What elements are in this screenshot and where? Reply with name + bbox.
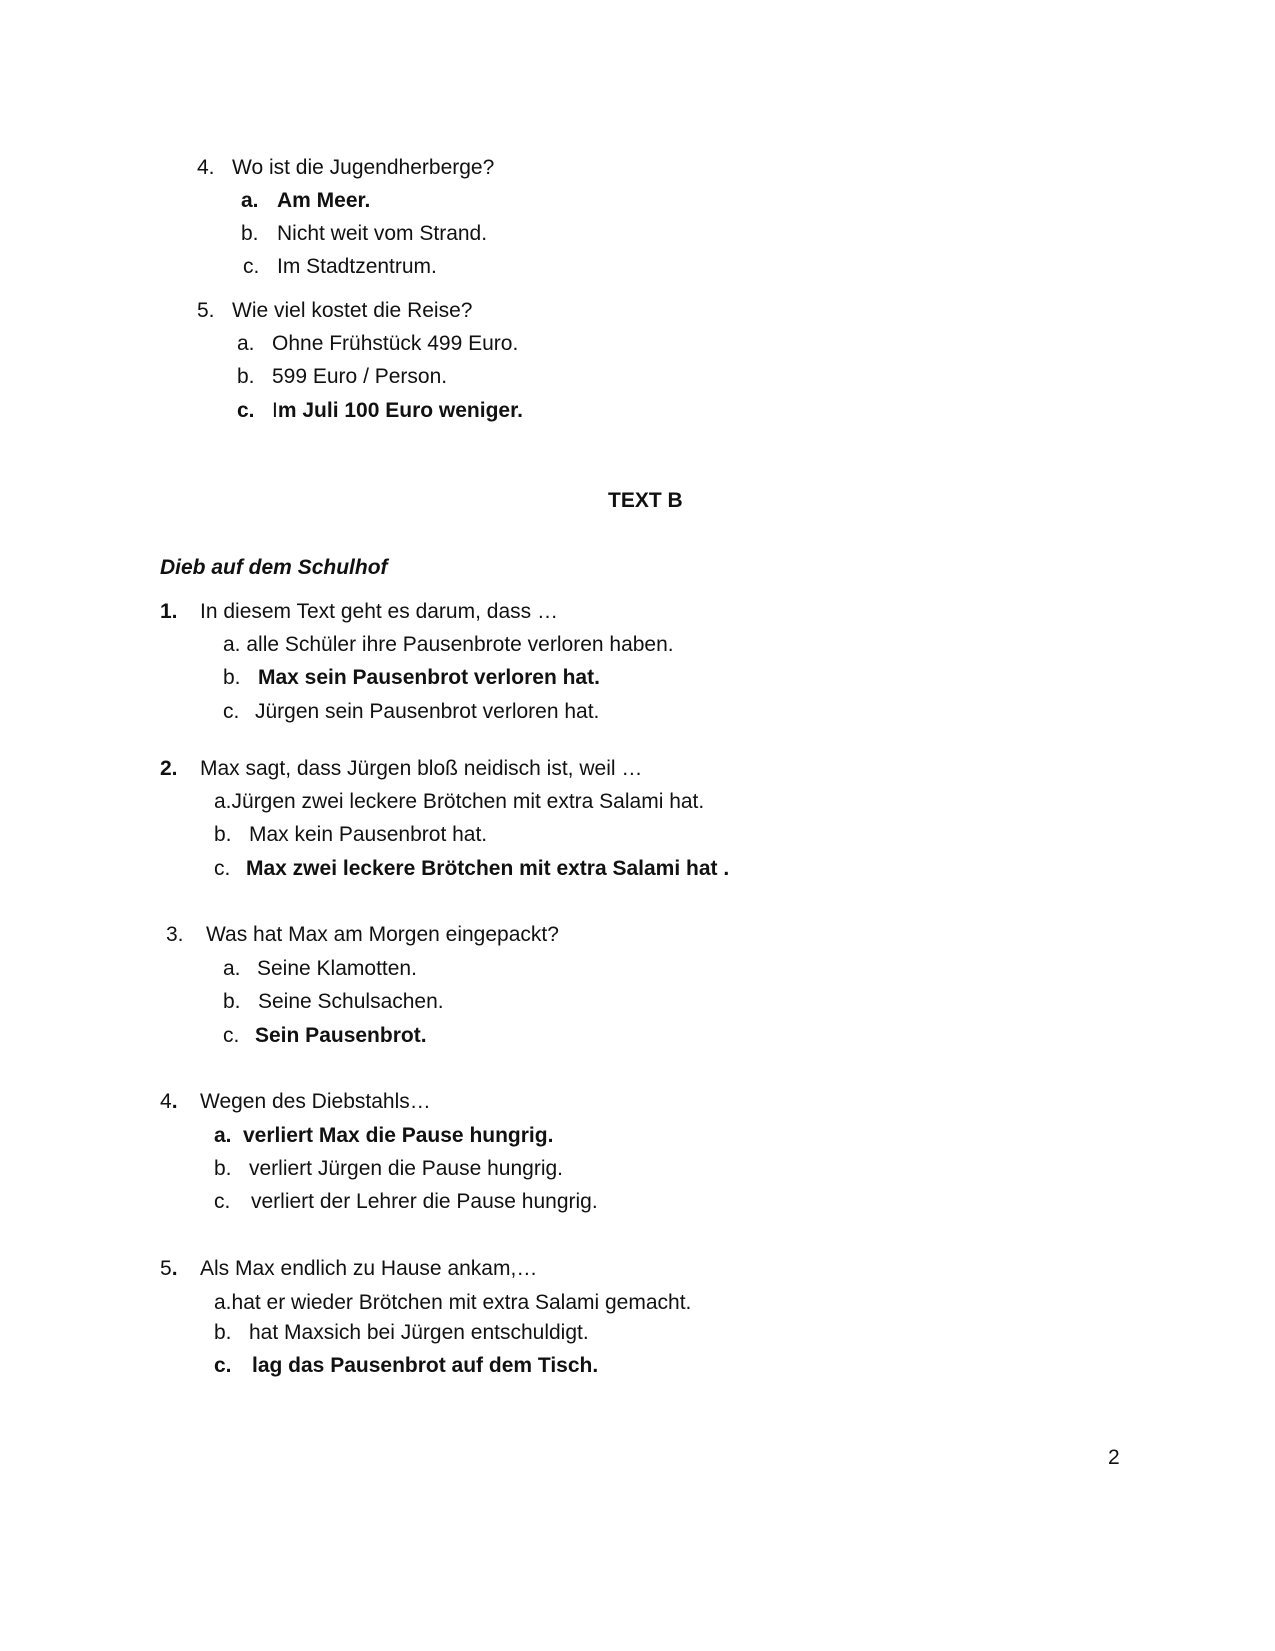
option-letter: a. bbox=[214, 1124, 232, 1147]
option-text: hat Maxsich bei Jürgen entschuldigt. bbox=[249, 1321, 589, 1344]
option-letter: b. bbox=[223, 990, 241, 1013]
text-title: Dieb auf dem Schulhof bbox=[160, 556, 388, 579]
option-letter: c. bbox=[243, 255, 260, 278]
question-2-text: Max sagt, dass Jürgen bloß neidisch ist, weil … bbox=[200, 757, 643, 780]
number-digit: 4 bbox=[160, 1090, 172, 1113]
number-dot: . bbox=[171, 1257, 178, 1280]
question-4-number: 4. bbox=[197, 156, 215, 179]
option-text: a. alle Schüler ihre Pausenbrote verloren haben. bbox=[223, 633, 674, 656]
number-digit: 5 bbox=[160, 1257, 172, 1280]
option-letter: c. bbox=[223, 1024, 240, 1047]
option-letter: c. bbox=[214, 1190, 231, 1213]
option-letter: a. bbox=[241, 189, 259, 212]
question-5b-number bbox=[160, 1256, 178, 1282]
option-letter: c. bbox=[214, 1354, 232, 1377]
option-text: a.Jürgen zwei leckere Brötchen mit extra Salami hat. bbox=[214, 790, 705, 813]
option-letter: b. bbox=[241, 222, 259, 245]
option-text: Seine Schulsachen. bbox=[258, 990, 444, 1013]
question-3-number: 3. bbox=[166, 923, 184, 946]
option-text-correct: Sein Pausenbrot. bbox=[255, 1024, 427, 1047]
option-letter: a. bbox=[223, 957, 241, 980]
question-5b-text: Als Max endlich zu Hause ankam,… bbox=[200, 1257, 538, 1280]
question-4b-number bbox=[160, 1089, 178, 1115]
option-letter: c. bbox=[237, 399, 255, 422]
option-text-correct: verliert Max die Pause hungrig. bbox=[243, 1124, 554, 1147]
option-text: Max kein Pausenbrot hat. bbox=[249, 823, 488, 846]
option-text: Im Stadtzentrum. bbox=[277, 255, 437, 278]
question-4-text: Wo ist die Jugendherberge? bbox=[232, 156, 495, 179]
option-letter: b. bbox=[223, 666, 241, 689]
number-dot: . bbox=[171, 1090, 178, 1113]
option-text: verliert der Lehrer die Pause hungrig. bbox=[251, 1190, 598, 1213]
question-1-number: 1. bbox=[160, 600, 178, 623]
option-text-correct bbox=[272, 398, 523, 424]
option-text: a.hat er wieder Brötchen mit extra Salami gemacht. bbox=[214, 1291, 692, 1314]
option-letter: c. bbox=[223, 700, 240, 723]
option-text: Ohne Frühstück 499 Euro. bbox=[272, 332, 519, 355]
option-letter: c. bbox=[214, 857, 231, 880]
option-letter: b. bbox=[214, 823, 232, 846]
option-text: 599 Euro / Person. bbox=[272, 365, 448, 388]
question-3-text: Was hat Max am Morgen eingepackt? bbox=[206, 923, 559, 946]
option-text: verliert Jürgen die Pause hungrig. bbox=[249, 1157, 564, 1180]
option-letter: b. bbox=[214, 1321, 232, 1344]
question-1-text: In diesem Text geht es darum, dass … bbox=[200, 600, 558, 623]
page-number: 2 bbox=[1108, 1446, 1120, 1469]
option-letter: a. bbox=[237, 332, 255, 355]
option-text-correct: lag das Pausenbrot auf dem Tisch. bbox=[252, 1354, 599, 1377]
option-text-correct: Am Meer. bbox=[277, 189, 371, 212]
question-4b-text: Wegen des Diebstahls… bbox=[200, 1090, 431, 1113]
section-heading: TEXT B bbox=[608, 489, 683, 512]
question-5-text: Wie viel kostet die Reise? bbox=[232, 299, 473, 322]
option-text: Seine Klamotten. bbox=[257, 957, 417, 980]
option-letter: b. bbox=[237, 365, 255, 388]
option-text-correct: Max sein Pausenbrot verloren hat. bbox=[258, 666, 600, 689]
option-text: Jürgen sein Pausenbrot verloren hat. bbox=[255, 700, 600, 723]
option-text-correct: Max zwei leckere Brötchen mit extra Salami hat . bbox=[246, 857, 730, 880]
question-2-number: 2. bbox=[160, 757, 178, 780]
option-text-bold: m Juli 100 Euro weniger. bbox=[277, 399, 523, 422]
option-text-start: I bbox=[272, 399, 278, 422]
question-5-number: 5. bbox=[197, 299, 215, 322]
option-text: Nicht weit vom Strand. bbox=[277, 222, 488, 245]
option-letter: b. bbox=[214, 1157, 232, 1180]
